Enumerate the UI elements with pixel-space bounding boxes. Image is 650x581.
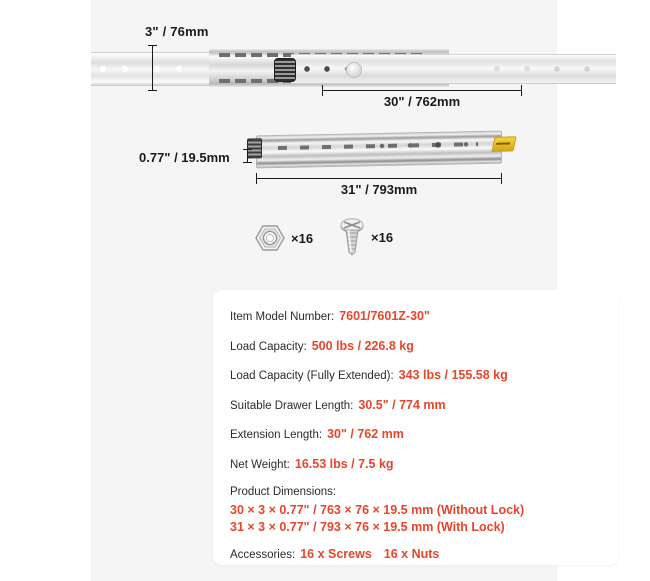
dimension-label-extension: 30" / 762mm	[383, 94, 461, 109]
slide-rail-perspective	[256, 131, 502, 169]
spec-label: Product Dimensions:	[230, 486, 337, 499]
spec-value-nuts: 16 x Nuts	[383, 547, 440, 562]
hardware-screw-group	[339, 218, 393, 256]
content-panel	[91, 0, 557, 581]
spec-label: Extension Length:	[230, 429, 323, 442]
ball-bearing-retainer-icon	[274, 58, 296, 82]
spec-value: 30" / 762 mm	[327, 427, 404, 442]
hardware-nut-quantity: ×16	[291, 230, 314, 246]
spec-label: Load Capacity:	[230, 340, 307, 353]
spec-value: 7601/7601Z-30"	[339, 309, 430, 323]
hardware-nut-group	[255, 224, 313, 252]
dimension-label-length: 31" / 793mm	[340, 182, 418, 197]
figure-side-rail	[91, 120, 557, 210]
hardware-screw-quantity: ×16	[371, 229, 394, 245]
spec-value: 30.5" / 774 mm	[358, 397, 446, 412]
spec-row-load-capacity	[213, 338, 618, 356]
dimension-line-length-31in	[256, 178, 502, 179]
spec-row-accessories	[213, 546, 618, 564]
lock-lever-icon	[491, 136, 516, 151]
hex-nut-icon	[255, 224, 285, 252]
spec-label: Load Capacity (Fully Extended):	[230, 370, 394, 383]
spec-row-drawer-length	[213, 397, 618, 415]
spec-label: Net Weight:	[230, 458, 290, 471]
spec-value: 343 lbs / 155.58 kg	[398, 368, 508, 383]
dimension-line-height-3in	[152, 45, 153, 91]
spec-row-product-dimensions	[213, 485, 618, 535]
figure-hardware	[91, 212, 557, 272]
rail-detent-icon	[346, 62, 362, 78]
dimension-label-thickness: 0.77" / 19.5mm	[139, 150, 230, 165]
spec-value-without-lock: 30 × 3 × 0.77" / 763 × 76 × 19.5 mm (Without Lock)	[230, 502, 525, 517]
spec-row-net-weight	[213, 456, 618, 474]
dimension-line-extension-30in	[322, 90, 522, 91]
height-marker-icon	[243, 149, 252, 163]
spec-label: Accessories:	[230, 549, 296, 562]
spec-value-screws: 16 x Screws	[300, 547, 372, 562]
spec-label: Suitable Drawer Length:	[230, 399, 354, 412]
rail-inner-member	[291, 54, 616, 84]
flat-head-screw-icon	[339, 218, 365, 256]
figure-top-rail	[91, 0, 557, 120]
specification-card	[213, 290, 618, 565]
spec-value: 500 lbs / 226.8 kg	[311, 338, 414, 353]
spec-row-extension-length	[213, 426, 618, 444]
spec-row-load-capacity-extended	[213, 367, 618, 385]
spec-value: 16.53 lbs / 7.5 kg	[294, 456, 394, 471]
spec-row-model-number	[213, 308, 618, 326]
spec-value-with-lock: 31 × 3 × 0.77" / 793 × 76 × 19.5 mm (With Lock)	[230, 519, 505, 534]
spec-label: Item Model Number:	[230, 311, 335, 323]
dimension-label-height: 3" / 76mm	[145, 24, 209, 39]
